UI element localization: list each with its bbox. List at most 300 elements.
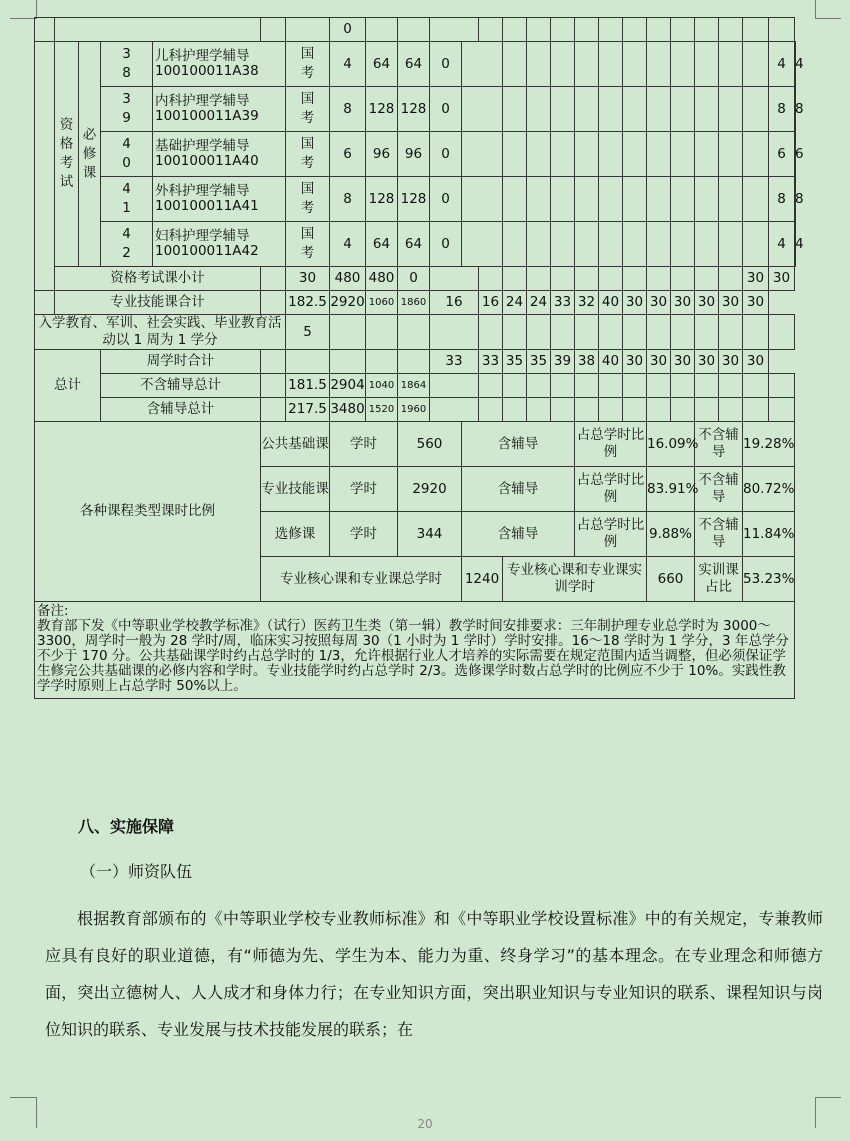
empty-cell xyxy=(430,315,479,350)
empty-cell xyxy=(503,267,527,291)
skills-total-row xyxy=(35,291,796,315)
skills-total-hours: 2920 xyxy=(330,291,366,315)
course-seq-text: 40 xyxy=(122,136,131,171)
subtotal-practice: 0 xyxy=(398,267,430,291)
total-hours: 2904 xyxy=(330,374,366,398)
credits-cell: 6 xyxy=(330,132,366,177)
empty-cell xyxy=(599,42,623,87)
theory-cell: 96 xyxy=(398,132,430,177)
empty-cell xyxy=(623,315,647,350)
empty-cell xyxy=(479,267,503,291)
course-name xyxy=(153,132,286,177)
note-body: 教育部下发《中等职业学校教学标准》（试行）医药卫生类（第一辑）教学时间安排要求：三年制护理专业总学时为 3000～3300，周学时一般为 28 学时/周，临床实习按照每周 30（1 小时为 1 学时）学时安排。16～18 学时为 1 学分，3 年总学分不少于 170 分。公共基础课学时约占总学时的 1/3，允许根据行业人才培养的实际需要在规定范围内适当调整，但必须保证学生修完公共基础课的必修内容和学时。专业技能学时约占总学时 2/3。选修课学时数占总学时的比例应不少于 10%。实践性教学学时原则上占总学时 50%以上。 xyxy=(37,618,789,694)
empty-cell xyxy=(695,42,719,87)
practice-cell: 0 xyxy=(430,42,462,87)
semester-hours: 4 xyxy=(769,42,795,87)
ratios-label: 各种课程类型课时比例 xyxy=(35,422,261,602)
with-tutoring-label: 含辅导总计 xyxy=(101,398,261,422)
exam-type xyxy=(286,132,330,177)
total-practice: 1864 xyxy=(398,374,430,398)
ratio-label: 占总学时比例 xyxy=(575,467,647,512)
empty-cell xyxy=(671,87,695,132)
empty-cell xyxy=(623,177,647,222)
course-row xyxy=(35,87,796,132)
empty-cell xyxy=(527,374,551,398)
empty-cell xyxy=(261,291,286,315)
empty-cell xyxy=(719,222,743,267)
ratio-label: 占总学时比例 xyxy=(575,512,647,557)
excl-tutoring-label: 不含辅导 xyxy=(695,512,743,557)
course-name xyxy=(153,177,286,222)
empty-cell xyxy=(599,222,623,267)
empty-cell xyxy=(503,374,527,398)
incl-tutoring-label: 含辅导 xyxy=(462,467,575,512)
page-number: 20 xyxy=(417,1117,433,1131)
week-hours: 30 xyxy=(695,350,719,374)
no-tutoring-label: 不含辅导总计 xyxy=(101,374,261,398)
theory-cell: 128 xyxy=(398,87,430,132)
week-hours: 24 xyxy=(527,291,551,315)
empty-cell xyxy=(719,374,743,398)
empty-cell xyxy=(551,42,575,87)
total-practice: 1960 xyxy=(398,398,430,422)
skills-total-credits: 182.5 xyxy=(286,291,330,315)
empty-cell xyxy=(527,315,551,350)
empty-cell xyxy=(719,267,743,291)
empty-cell xyxy=(695,374,719,398)
no-tutoring-total-row xyxy=(35,374,796,398)
empty-cell xyxy=(695,222,719,267)
empty-cell xyxy=(647,87,671,132)
empty-cell xyxy=(599,132,623,177)
course-seq-text: 42 xyxy=(122,226,131,261)
course-code-text: 100100011A40 xyxy=(155,153,259,169)
course-name-text: 基础护理学辅导 xyxy=(155,138,250,154)
practice-cell: 0 xyxy=(430,132,462,177)
subtotal-row xyxy=(35,267,796,291)
week-hours: 33 xyxy=(551,291,575,315)
excl-ratio-value: 11.84% xyxy=(743,512,795,557)
empty-cell xyxy=(261,398,286,422)
week-hours: 30 xyxy=(671,350,695,374)
empty-cell xyxy=(551,132,575,177)
section-subheading: （一）师资队伍 xyxy=(80,862,193,881)
week-hours: 16 xyxy=(479,291,503,315)
course-code-text: 100100011A41 xyxy=(155,198,259,214)
empty-cell xyxy=(575,87,599,132)
subcategory-text: 必修课 xyxy=(82,126,97,181)
empty-cell xyxy=(719,315,743,350)
exam-type xyxy=(286,42,330,87)
note-title: 备注: xyxy=(37,603,69,619)
empty-cell xyxy=(479,374,503,398)
exam-type-text: 国考 xyxy=(300,91,315,126)
ratio-row xyxy=(35,422,796,467)
empty-cell xyxy=(527,398,551,422)
empty-cell xyxy=(719,177,743,222)
skills-total-theory: 1060 xyxy=(366,291,398,315)
category-label xyxy=(55,42,79,267)
total-hours: 3480 xyxy=(330,398,366,422)
theory-cell: 64 xyxy=(398,222,430,267)
empty-cell xyxy=(366,315,398,350)
empty-cell xyxy=(695,398,719,422)
empty-cell xyxy=(599,398,623,422)
week-hours: 30 xyxy=(743,350,769,374)
empty-cell xyxy=(462,132,503,177)
empty-cell xyxy=(743,398,769,422)
empty-cell xyxy=(527,87,551,132)
empty-cell xyxy=(695,87,719,132)
empty-cell xyxy=(719,398,743,422)
week-hours: 30 xyxy=(623,291,647,315)
course-seq xyxy=(101,87,153,132)
empty-cell xyxy=(599,374,623,398)
course-name xyxy=(153,87,286,132)
core-hours-label: 专业核心课和专业课总学时 xyxy=(261,557,462,602)
course-seq xyxy=(101,132,153,177)
total-credits: 181.5 xyxy=(286,374,330,398)
empty-cell xyxy=(503,177,527,222)
credits-cell: 4 xyxy=(330,42,366,87)
core-hours: 1240 xyxy=(462,557,503,602)
empty-cell xyxy=(671,222,695,267)
empty-cell xyxy=(623,42,647,87)
empty-cell xyxy=(330,350,366,374)
course-code-text: 100100011A38 xyxy=(155,63,259,79)
subtotal-hours: 480 xyxy=(330,267,366,291)
empty-cell xyxy=(695,132,719,177)
blank-cell xyxy=(35,42,55,291)
empty-cell xyxy=(430,267,479,291)
blank-cell xyxy=(35,291,55,315)
orientation-label: 入学教育、军训、社会实践、毕业教育活动以 1 周为 1 学分 xyxy=(35,315,286,350)
empty-cell xyxy=(719,42,743,87)
practice-share-label: 实训课占比 xyxy=(695,557,743,602)
subcategory-label xyxy=(79,42,101,267)
skills-total-label: 专业技能课合计 xyxy=(55,291,261,315)
empty-cell xyxy=(462,42,503,87)
empty-cell xyxy=(551,315,575,350)
course-seq xyxy=(101,177,153,222)
empty-cell xyxy=(430,398,479,422)
week-hours: 30 xyxy=(695,291,719,315)
empty-cell xyxy=(743,42,769,87)
credits-cell: 8 xyxy=(330,177,366,222)
empty-cell xyxy=(551,398,575,422)
semester-hours: 8 xyxy=(795,87,796,132)
empty-cell xyxy=(366,350,398,374)
hours-label: 学时 xyxy=(330,422,398,467)
empty-cell xyxy=(769,374,795,398)
exam-type-text: 国考 xyxy=(300,226,315,261)
week-hours: 16 xyxy=(430,291,479,315)
empty-cell xyxy=(647,374,671,398)
credits-cell: 4 xyxy=(330,222,366,267)
empty-cell xyxy=(551,267,575,291)
subtotal-theory: 480 xyxy=(366,267,398,291)
empty-cell xyxy=(551,222,575,267)
excl-ratio-value: 80.72% xyxy=(743,467,795,512)
skills-total-practice: 1860 xyxy=(398,291,430,315)
category-text: 资格考试 xyxy=(59,117,74,190)
exam-type xyxy=(286,177,330,222)
course-name-text: 儿科护理学辅导 xyxy=(155,48,250,64)
excl-tutoring-label: 不含辅导 xyxy=(695,467,743,512)
theory-cell: 64 xyxy=(398,42,430,87)
empty-cell xyxy=(575,177,599,222)
empty-cell xyxy=(575,132,599,177)
empty-cell xyxy=(503,315,527,350)
practice-share-value: 53.23% xyxy=(743,557,795,602)
empty-cell xyxy=(479,315,503,350)
empty-cell xyxy=(695,267,719,291)
course-name-text: 外科护理学辅导 xyxy=(155,183,250,199)
incl-tutoring-label: 含辅导 xyxy=(462,512,575,557)
excl-tutoring-label: 不含辅导 xyxy=(695,422,743,467)
course-seq xyxy=(101,42,153,87)
empty-cell xyxy=(527,222,551,267)
subtotal-label: 资格考试课小计 xyxy=(55,267,261,291)
weekly-total-label: 周学时合计 xyxy=(101,350,261,374)
week-hours: 40 xyxy=(599,291,623,315)
empty-cell xyxy=(575,267,599,291)
empty-cell xyxy=(671,42,695,87)
week-hours: 33 xyxy=(430,350,479,374)
hours-cell: 96 xyxy=(366,132,398,177)
empty-cell xyxy=(719,132,743,177)
empty-cell xyxy=(623,398,647,422)
empty-cell xyxy=(623,222,647,267)
empty-cell xyxy=(599,267,623,291)
empty-cell xyxy=(647,398,671,422)
semester-hours: 8 xyxy=(769,87,795,132)
week-hours: 30 xyxy=(671,291,695,315)
week-hours: 30 xyxy=(647,291,671,315)
empty-cell xyxy=(261,267,286,291)
section-heading: 八、实施保障 xyxy=(78,817,175,836)
semester-hours: 4 xyxy=(795,42,796,87)
course-type: 公共基础课 xyxy=(261,422,330,467)
credits-cell: 8 xyxy=(330,87,366,132)
semester-hours: 30 xyxy=(743,267,769,291)
empty-cell xyxy=(462,222,503,267)
ratio-value: 9.88% xyxy=(647,512,695,557)
course-row xyxy=(35,132,796,177)
course-type: 选修课 xyxy=(261,512,330,557)
week-hours: 24 xyxy=(503,291,527,315)
empty-cell xyxy=(743,132,769,177)
empty-cell xyxy=(647,42,671,87)
course-name-text: 内科护理学辅导 xyxy=(155,93,250,109)
total-credits: 217.5 xyxy=(286,398,330,422)
empty-cell xyxy=(503,87,527,132)
empty-cell xyxy=(647,132,671,177)
ratio-label: 占总学时比例 xyxy=(575,422,647,467)
core-practice-label: 专业核心课和专业课实训学时 xyxy=(503,557,647,602)
semester-hours: 6 xyxy=(795,132,796,177)
exam-type xyxy=(286,222,330,267)
empty-cell xyxy=(575,374,599,398)
week-hours: 32 xyxy=(575,291,599,315)
empty-cell xyxy=(647,222,671,267)
semester-hours: 6 xyxy=(769,132,795,177)
empty-cell xyxy=(462,177,503,222)
type-hours: 2920 xyxy=(398,467,462,512)
week-hours: 39 xyxy=(551,350,575,374)
week-hours: 33 xyxy=(479,350,503,374)
type-hours: 344 xyxy=(398,512,462,557)
empty-cell xyxy=(479,398,503,422)
empty-cell xyxy=(719,87,743,132)
note-cell xyxy=(35,602,795,699)
course-row xyxy=(35,177,796,222)
course-seq xyxy=(101,222,153,267)
week-hours: 40 xyxy=(599,350,623,374)
total-theory: 1520 xyxy=(366,398,398,422)
total-theory: 1040 xyxy=(366,374,398,398)
empty-cell xyxy=(575,398,599,422)
empty-cell xyxy=(769,315,795,350)
practice-cell: 0 xyxy=(430,87,462,132)
semester-hours: 8 xyxy=(769,177,795,222)
hours-cell: 64 xyxy=(366,42,398,87)
crop-mark-top-right xyxy=(815,0,841,19)
week-hours: 30 xyxy=(743,291,769,315)
empty-cell xyxy=(647,177,671,222)
ratio-value: 83.91% xyxy=(647,467,695,512)
empty-cell xyxy=(695,177,719,222)
hours-cell: 128 xyxy=(366,177,398,222)
week-hours: 30 xyxy=(719,350,743,374)
practice-cell: 0 xyxy=(430,222,462,267)
week-hours: 35 xyxy=(527,350,551,374)
empty-cell xyxy=(743,87,769,132)
empty-cell xyxy=(261,374,286,398)
course-name xyxy=(153,42,286,87)
empty-cell xyxy=(551,87,575,132)
empty-cell xyxy=(769,398,795,422)
empty-cell xyxy=(575,42,599,87)
hours-cell: 64 xyxy=(366,222,398,267)
hours-label: 学时 xyxy=(330,512,398,557)
week-hours: 35 xyxy=(503,350,527,374)
empty-cell xyxy=(623,374,647,398)
week-hours: 30 xyxy=(623,350,647,374)
empty-cell xyxy=(575,222,599,267)
empty-cell xyxy=(503,42,527,87)
with-tutoring-total-row xyxy=(35,398,796,422)
empty-cell xyxy=(671,398,695,422)
empty-cell xyxy=(551,374,575,398)
partial-value: 0 xyxy=(330,18,366,42)
semester-hours: 4 xyxy=(795,222,796,267)
orientation-row xyxy=(35,315,796,350)
empty-cell xyxy=(330,315,366,350)
empty-cell xyxy=(430,374,479,398)
empty-cell xyxy=(671,315,695,350)
empty-cell xyxy=(599,315,623,350)
empty-cell xyxy=(743,315,769,350)
empty-cell xyxy=(527,267,551,291)
excl-ratio-value: 19.28% xyxy=(743,422,795,467)
empty-cell xyxy=(261,350,286,374)
course-name-text: 妇科护理学辅导 xyxy=(155,228,250,244)
empty-cell xyxy=(599,177,623,222)
empty-cell xyxy=(527,132,551,177)
course-name xyxy=(153,222,286,267)
core-practice-hours: 660 xyxy=(647,557,695,602)
theory-cell: 128 xyxy=(398,177,430,222)
weekly-total-row xyxy=(35,350,796,374)
body-paragraph: 根据教育部颁布的《中等职业学校专业教师标准》和《中等职业学校设置标准》中的有关规定，专兼教师应具有良好的职业道德，有“师德为先、学生为本、能力为重、终身学习”的基本理念。在专业理念和师德方面，突出立德树人、人人成才和身体力行；在专业知识方面，突出职业知识与专业知识的联系、课程知识与岗位知识的联系、专业发展与技术技能发展的联系；在 xyxy=(45,909,823,1039)
course-row xyxy=(35,42,796,87)
exam-type-text: 国考 xyxy=(300,136,315,171)
empty-cell xyxy=(575,315,599,350)
exam-type-text: 国考 xyxy=(300,181,315,216)
curriculum-hours-table xyxy=(34,17,804,699)
week-hours: 38 xyxy=(575,350,599,374)
semester-hours: 30 xyxy=(769,267,795,291)
empty-cell xyxy=(647,267,671,291)
semester-hours: 8 xyxy=(795,177,796,222)
practice-cell: 0 xyxy=(430,177,462,222)
incl-tutoring-label: 含辅导 xyxy=(462,422,575,467)
hours-label: 学时 xyxy=(330,467,398,512)
table-row-partial xyxy=(35,18,796,42)
note-row xyxy=(35,602,796,699)
hours-cell: 128 xyxy=(366,87,398,132)
empty-cell xyxy=(695,315,719,350)
course-code-text: 100100011A39 xyxy=(155,108,259,124)
crop-mark-top-left xyxy=(10,0,37,19)
empty-cell xyxy=(286,350,330,374)
empty-cell xyxy=(398,315,430,350)
empty-cell xyxy=(503,132,527,177)
course-seq-text: 41 xyxy=(122,181,131,216)
empty-cell xyxy=(599,87,623,132)
exam-type xyxy=(286,87,330,132)
subtotal-credits: 30 xyxy=(286,267,330,291)
empty-cell xyxy=(743,222,769,267)
empty-cell xyxy=(398,350,430,374)
semester-hours: 4 xyxy=(769,222,795,267)
empty-cell xyxy=(671,374,695,398)
ratio-value: 16.09% xyxy=(647,422,695,467)
empty-cell xyxy=(623,132,647,177)
week-hours: 30 xyxy=(719,291,743,315)
empty-cell xyxy=(527,177,551,222)
course-seq-text: 39 xyxy=(122,91,131,126)
course-code-text: 100100011A42 xyxy=(155,243,259,259)
type-hours: 560 xyxy=(398,422,462,467)
empty-cell xyxy=(623,267,647,291)
empty-cell xyxy=(503,222,527,267)
orientation-credits: 5 xyxy=(286,315,330,350)
empty-cell xyxy=(671,132,695,177)
course-row xyxy=(35,222,796,267)
course-type: 专业技能课 xyxy=(261,467,330,512)
empty-cell xyxy=(743,374,769,398)
empty-cell xyxy=(623,87,647,132)
empty-cell xyxy=(551,177,575,222)
empty-cell xyxy=(647,315,671,350)
empty-cell xyxy=(503,398,527,422)
empty-cell xyxy=(671,177,695,222)
week-hours: 30 xyxy=(647,350,671,374)
empty-cell xyxy=(462,87,503,132)
course-seq-text: 38 xyxy=(122,46,131,81)
